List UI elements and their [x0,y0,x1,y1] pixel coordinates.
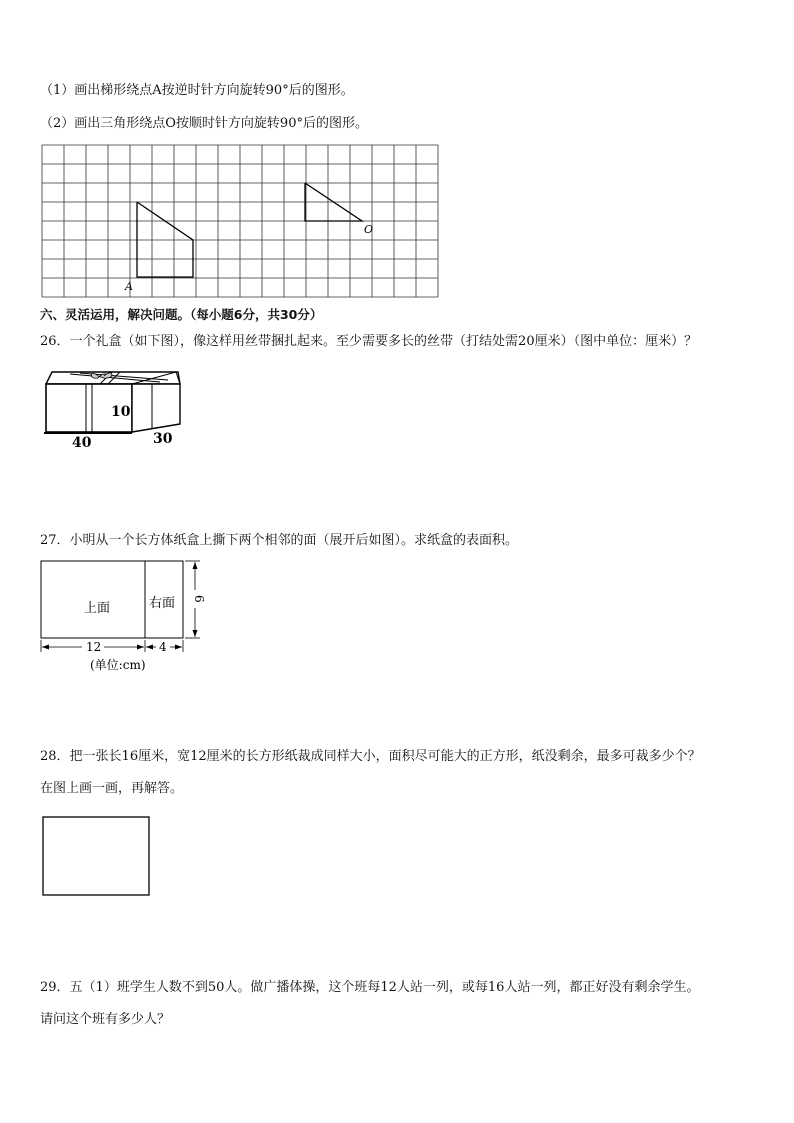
q28-text-line1: 28．把一张长16厘米，宽12厘米的长方形纸裁成同样大小，面积尽可能大的正方形，纸没剩余，最多可裁多少个？ [40,749,701,764]
section6-heading: 六、灵活运用，解决问题。（每小题6分，共30分） [40,307,323,322]
dim-length-label: 40 [72,435,92,451]
right-face-label: 右面 [149,596,176,611]
dim-height-label: 10 [111,404,131,420]
q28-text-line2: 在图上画一画，再解答。 [40,781,184,796]
dim-6-label: 6 [192,595,206,603]
grid-lines [42,145,438,297]
dim-12-label: 12 [86,640,102,654]
q29-text-line1: 29．五（1）班学生人数不到50人。做广播体操，这个班每12人站一列，或每16人站一列，都正好没有剩余学生。 [40,980,700,995]
dim-width-label: 30 [153,431,173,447]
q25-part2-text: （2）画出三角形绕点O按顺时针方向旋转90°后的图形。 [40,116,368,131]
q26-text: 26．一个礼盒（如下图），像这样用丝带捆扎起来。至少需要多长的丝带（打结处需20厘米）（图中单位：厘米）？ [40,334,698,349]
dim-4-label: 4 [159,640,167,654]
point-o-label: O [364,223,374,236]
point-a-label: A [125,280,133,293]
paper-rectangle-figure[interactable] [42,816,152,898]
rotation-grid-figure [41,144,439,298]
q25-part1-text: （1）画出梯形绕点A按逆时针方向旋转90°后的图形。 [40,83,354,98]
unfolded-faces-figure [38,558,208,678]
trapezoid-shape [137,202,193,277]
top-face-label: 上面 [84,601,111,616]
q29-text-line2: 请问这个班有多少人？ [40,1012,171,1027]
q27-text: 27．小明从一个长方体纸盒上撕下两个相邻的面（展开后如图）。求纸盒的表面积。 [40,533,519,548]
unit-label: (单位:cm) [90,658,146,672]
gift-box-figure [40,362,190,452]
